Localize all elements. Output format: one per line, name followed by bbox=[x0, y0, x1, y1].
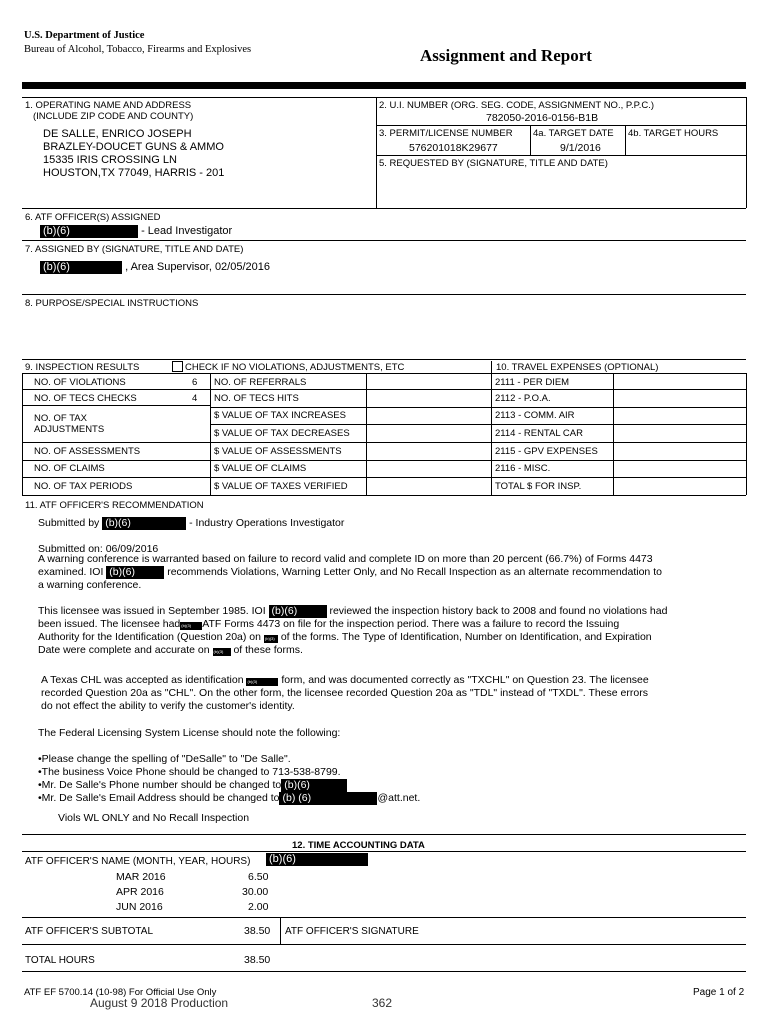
submitted-by-title: - Industry Operations Investigator bbox=[189, 517, 345, 529]
box2-label: 2. U.I. NUMBER (ORG. SEG. CODE, ASSIGNMENT NO., P.P.C.) bbox=[379, 100, 655, 111]
time-entry-hours: 2.00 bbox=[248, 901, 269, 913]
p2-line-3 bbox=[38, 631, 718, 644]
p2-line-4 bbox=[38, 644, 718, 657]
officer-name-redaction bbox=[266, 853, 368, 866]
form-title: Assignment and Report bbox=[420, 46, 592, 65]
travel-poa: 2112 - P.O.A. bbox=[495, 393, 551, 404]
redaction-block: (b)(6) bbox=[266, 853, 368, 866]
p2-text: This licensee was issued in September 1985. IOI bbox=[38, 605, 266, 617]
bates-number: 362 bbox=[372, 996, 393, 1010]
bullet-text: •Mr. De Salle's Phone number should be changed to bbox=[38, 779, 282, 791]
p2-line-1 bbox=[38, 605, 718, 618]
p2-line-2 bbox=[38, 618, 718, 631]
closing-recommendation: Viols WL ONLY and No Recall Inspection bbox=[58, 812, 250, 824]
header-rule bbox=[22, 82, 746, 89]
submitted-on: Submitted on: 06/09/2016 bbox=[38, 543, 159, 555]
time-entry-month: MAR 2016 bbox=[116, 871, 166, 883]
p3-line-2: recorded Question 20a as "CHL". On the other form, the licensee recorded Question 20a as "TDL" instead of "TXDL". These errors bbox=[41, 687, 648, 699]
p1-line-1: A warning conference is warranted based on failure to record valid and complete ID on more than 20 percent (66.7%) of Forms 4473 bbox=[38, 553, 653, 565]
bullet-3 bbox=[38, 779, 718, 792]
submitted-by-text: Submitted by bbox=[38, 517, 100, 529]
department-name: U.S. Department of Justice bbox=[24, 30, 145, 41]
travel-rental-car: 2114 - RENTAL CAR bbox=[495, 428, 583, 439]
travel-gpv: 2115 - GPV EXPENSES bbox=[495, 446, 598, 457]
redaction-block: (b)(6) bbox=[269, 605, 327, 618]
p3-text: A Texas CHL was accepted as identification bbox=[41, 674, 244, 686]
bullet-1: •Please change the spelling of "DeSalle" to "De Salle". bbox=[38, 753, 291, 765]
p3-line-1 bbox=[41, 674, 721, 687]
lead-investigator-title: - Lead Investigator bbox=[141, 225, 233, 237]
redaction-block: (b) (6) bbox=[279, 792, 377, 805]
address-line-2: BRAZLEY-DOUCET GUNS & AMMO bbox=[43, 141, 224, 153]
tecs-hits-label: NO. OF TECS HITS bbox=[214, 393, 299, 404]
value-claims-label: $ VALUE OF CLAIMS bbox=[214, 463, 307, 474]
redaction-block: (b)(6) bbox=[40, 225, 138, 238]
subtotal-label: ATF OFFICER'S SUBTOTAL bbox=[25, 926, 154, 937]
p2-text: Authority for the Identification (Question 20a) on bbox=[38, 631, 261, 643]
no-violations-checkbox[interactable] bbox=[172, 361, 183, 372]
box12-label: 12. TIME ACCOUNTING DATA bbox=[292, 840, 425, 851]
box4b-label: 4b. TARGET HOURS bbox=[628, 128, 719, 139]
travel-comm-air: 2113 - COMM. AIR bbox=[495, 410, 575, 421]
target-date: 9/1/2016 bbox=[560, 142, 601, 154]
box11-label: 11. ATF OFFICER'S RECOMMENDATION bbox=[25, 500, 204, 511]
ui-number: 782050-2016-0156-B1B bbox=[486, 112, 599, 124]
submitted-by-line bbox=[38, 517, 344, 530]
paragraph-1 bbox=[38, 553, 718, 592]
address-line-1: DE SALLE, ENRICO JOSEPH bbox=[43, 128, 192, 140]
check-label: CHECK IF NO VIOLATIONS, ADJUSTMENTS, ETC bbox=[185, 362, 405, 373]
violations-label: NO. OF VIOLATIONS bbox=[34, 377, 126, 388]
officer-name-label: ATF OFFICER'S NAME (MONTH, YEAR, HOURS) bbox=[25, 856, 251, 867]
referrals-label: NO. OF REFERRALS bbox=[214, 377, 307, 388]
lead-investigator bbox=[40, 225, 232, 238]
bullet-4 bbox=[38, 792, 718, 805]
assigned-by bbox=[40, 261, 270, 274]
assigned-by-title: , Area Supervisor, 02/05/2016 bbox=[125, 261, 270, 273]
box7-label: 7. ASSIGNED BY (SIGNATURE, TITLE AND DATE) bbox=[25, 244, 244, 255]
taxes-verified-label: $ VALUE OF TAXES VERIFIED bbox=[214, 481, 348, 492]
p1-line-2 bbox=[38, 566, 718, 579]
redaction-block: (b)(3) bbox=[180, 622, 202, 630]
redaction-block: (b)(3) bbox=[264, 635, 278, 643]
p2-text: reviewed the inspection history back to 2008 and found no violations had bbox=[329, 605, 668, 617]
form-number: ATF EF 5700.14 (10-98) For Official Use Only bbox=[24, 987, 217, 998]
paragraph-4: The Federal Licensing System License should note the following: bbox=[38, 727, 341, 739]
box10-label: 10. TRAVEL EXPENSES (OPTIONAL) bbox=[496, 362, 659, 373]
box1-label: 1. OPERATING NAME AND ADDRESS bbox=[25, 100, 192, 111]
box4a-label: 4a. TARGET DATE bbox=[533, 128, 614, 139]
tax-decreases-label: $ VALUE OF TAX DECREASES bbox=[214, 428, 350, 439]
p1-line-3: a warning conference. bbox=[38, 579, 142, 591]
redaction-block: (b)(3) bbox=[246, 678, 278, 686]
redaction-block: (b)(6) bbox=[106, 566, 164, 579]
bullet-text: @att.net. bbox=[377, 792, 421, 804]
tax-periods-label: NO. OF TAX PERIODS bbox=[34, 481, 133, 492]
tax-adjustments-label-2: ADJUSTMENTS bbox=[34, 424, 105, 435]
value-assessments-label: $ VALUE OF ASSESSMENTS bbox=[214, 446, 342, 457]
page-number: Page 1 of 2 bbox=[693, 987, 745, 998]
bullet-2: •The business Voice Phone should be changed to 713-538-8799. bbox=[38, 766, 341, 778]
travel-total: TOTAL $ FOR INSP. bbox=[495, 481, 582, 492]
production-stamp: August 9 2018 Production bbox=[90, 996, 229, 1010]
box3-label: 3. PERMIT/LICENSE NUMBER bbox=[379, 128, 513, 139]
box5-label: 5. REQUESTED BY (SIGNATURE, TITLE AND DATE) bbox=[379, 158, 608, 169]
subtotal-value: 38.50 bbox=[244, 925, 271, 937]
paragraph-3 bbox=[41, 674, 721, 713]
p1-text: recommends Violations, Warning Letter Only, and No Recall Inspection as an alternate recommendation to bbox=[167, 566, 662, 578]
p2-text: of the forms. The Type of Identification, Number on Identification, and Expiration bbox=[280, 631, 652, 643]
p2-text: Date were complete and accurate on bbox=[38, 644, 210, 656]
box9-label: 9. INSPECTION RESULTS bbox=[25, 362, 140, 373]
travel-per-diem: 2111 - PER DIEM bbox=[495, 377, 570, 388]
time-entry-hours: 6.50 bbox=[248, 871, 269, 883]
tax-increases-label: $ VALUE OF TAX INCREASES bbox=[214, 410, 346, 421]
paragraph-2 bbox=[38, 605, 718, 657]
signature-label: ATF OFFICER'S SIGNATURE bbox=[285, 926, 419, 937]
bullet-text: •Mr. De Salle's Email Address should be changed to bbox=[38, 792, 280, 804]
p2-text: been issued. The licensee had bbox=[38, 618, 181, 630]
p2-text: ATF Forms 4473 on file for the inspection period. There was a failure to record the Issuing bbox=[202, 618, 620, 630]
tecs-checks-value: 4 bbox=[192, 393, 198, 404]
time-entry-hours: 30.00 bbox=[242, 886, 269, 898]
time-entry-month: JUN 2016 bbox=[116, 901, 163, 913]
bureau-name: Bureau of Alcohol, Tobacco, Firearms and Explosives bbox=[24, 44, 252, 55]
time-entry-month: APR 2016 bbox=[116, 886, 164, 898]
p3-line-3: do not effect the ability to verify the customer's identity. bbox=[41, 700, 295, 712]
travel-misc: 2116 - MISC. bbox=[495, 463, 551, 474]
assessments-label: NO. OF ASSESSMENTS bbox=[34, 446, 141, 457]
bullet-list bbox=[38, 753, 718, 805]
license-number: 576201018K29677 bbox=[409, 142, 498, 154]
redaction-block: (b)(6) bbox=[281, 779, 347, 792]
p3-text: form, and was documented correctly as "TXCHL" on Question 23. The licensee bbox=[281, 674, 649, 686]
tax-adjustments-label: NO. OF TAX bbox=[34, 413, 87, 424]
p1-text: examined. IOI bbox=[38, 566, 104, 578]
violations-value: 6 bbox=[192, 377, 198, 388]
box6-label: 6. ATF OFFICER(S) ASSIGNED bbox=[25, 212, 161, 223]
total-hours-value: 38.50 bbox=[244, 954, 271, 966]
box8-label: 8. PURPOSE/SPECIAL INSTRUCTIONS bbox=[25, 298, 199, 309]
claims-label: NO. OF CLAIMS bbox=[34, 463, 105, 474]
tecs-checks-label: NO. OF TECS CHECKS bbox=[34, 393, 137, 404]
address-line-4: HOUSTON,TX 77049, HARRIS - 201 bbox=[43, 167, 225, 179]
redaction-block: (b)(3) bbox=[213, 648, 231, 656]
redaction-block: (b)(6) bbox=[102, 517, 186, 530]
total-hours-label: TOTAL HOURS bbox=[25, 955, 95, 966]
box1-sublabel: (INCLUDE ZIP CODE AND COUNTY) bbox=[33, 111, 194, 122]
redaction-block: (b)(6) bbox=[40, 261, 122, 274]
address-line-3: 15335 IRIS CROSSING LN bbox=[43, 154, 177, 166]
p2-text: of these forms. bbox=[233, 644, 303, 656]
